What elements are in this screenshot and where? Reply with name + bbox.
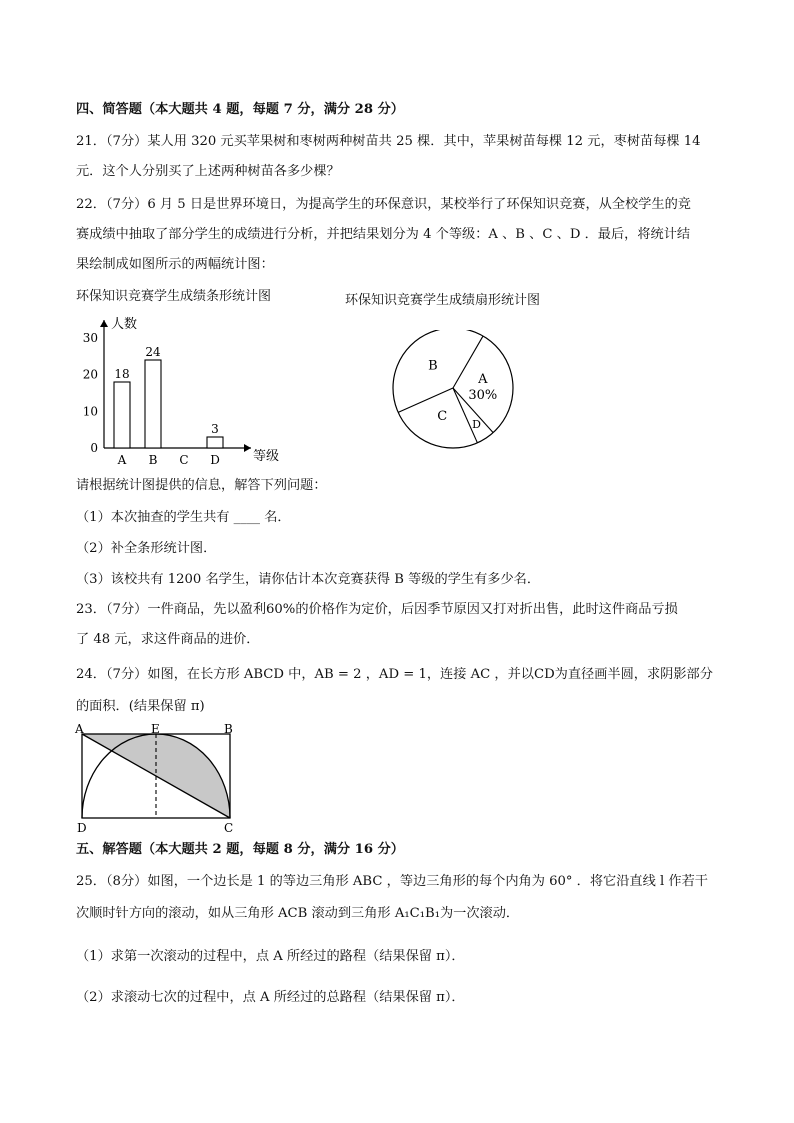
q25-sub-1: （1）求第一次滚动的过程中，点 A 所经过的路程（结果保留 π）． [76,949,465,964]
q25-sub-2: （2）求滚动七次的过程中，点 A 所经过的总路程（结果保留 π）． [76,990,465,1005]
q24-line-1: 24．（7分）如图，在长方形 ABCD 中，AB = 2 ，AD = 1，连接 AC ，并以CD为直径画半圆，求阴影部分 [76,667,713,682]
q22-sub-1: （1）本次抽查的学生共有 ____ 名． [76,510,291,525]
bar-chart [76,308,296,470]
q25-line-2: 次顺时针方向的滚动，如从三角形 ACB 滚动到三角形 A₁C₁B₁为一次滚动． [76,906,520,921]
q25-line-1: 25．（8分）如图，一个边长是 1 的等边三角形 ABC ，等边三角形的每个内角为 60° ．将它沿直线 l 作若干 [76,874,708,889]
q22-prompt: 请根据统计图提供的信息，解答下列问题： [76,478,327,493]
bar [114,382,130,448]
q22-sub-3: （3）该校共有 1200 名学生，请你估计本次竞赛获得 B 等级的学生有多少名． [76,572,541,587]
y-axis-label: 人数 [111,317,138,332]
section-4-heading: 四、简答题（本大题共 4 题，每题 7 分，满分 28 分） [76,102,404,117]
x-tick-label: D [210,453,220,467]
pie-slice-percent: 30% [468,387,498,403]
rectangle-semicircle-figure [72,724,242,836]
label-b: B [224,724,233,736]
bar [207,437,223,448]
section-5-heading: 五、解答题（本大题共 2 题，每题 8 分，满分 16 分） [76,842,404,857]
bar [145,360,161,448]
q22-line-2: 赛成绩中抽取了部分学生的成绩进行分析，并把结果划分为 4 个等级：A 、B 、C 、D ．最后，将统计结 [76,227,691,242]
pie-slice-label: A [478,371,488,387]
y-axis-arrow [100,320,108,327]
pie-slice-label: D [472,418,481,432]
pie-slice-label: B [428,358,438,374]
y-tick-label: 30 [82,331,98,345]
q23-line-1: 23．（7分）一件商品，先以盈利60%的价格作为定价，后因季节原因又打对折出售，此时这件商品亏损 [76,602,678,617]
pie-chart-title: 环保知识竞赛学生成绩扇形统计图 [345,293,541,308]
q21-line-2: 元．这个人分别买了上述两种树苗各多少棵？ [76,164,340,179]
q21-line-1: 21．（7分）某人用 320 元买苹果树和枣树两种树苗共 25 棵．其中，苹果树苗每棵 12 元，枣树苗每棵 14 [76,134,701,149]
q22-line-1: 22．（7分）6 月 5 日是世界环境日，为提高学生的环保意识，某校举行了环保知识竞赛，从全校学生的竞 [76,197,691,212]
x-tick-label: A [117,453,127,467]
q23-line-2: 了 48 元，求这件商品的进价． [76,632,260,647]
q22-line-3: 果绘制成如图所示的两幅统计图： [76,257,274,272]
q22-sub-2: （2）补全条形统计图． [76,541,217,556]
bar-value-label: 18 [114,367,130,381]
pie-chart [385,330,525,455]
bar-value-label: 3 [211,422,219,436]
q24-line-2: 的面积．(结果保留 π) [76,699,205,714]
pie-slice-label: C [437,409,448,425]
y-tick-label: 10 [82,404,98,419]
x-axis-arrow [244,444,251,452]
label-e: E [151,724,160,736]
x-axis-label: 等级 [253,449,280,464]
label-d: D [77,821,87,835]
label-a: A [75,724,84,736]
y-tick-label: 20 [82,367,98,382]
bar-chart-title: 环保知识竞赛学生成绩条形统计图 [76,289,272,304]
bar-value-label: 24 [145,345,161,359]
x-tick-label: C [179,453,189,467]
label-c: C [224,821,234,835]
x-tick-label: B [148,453,158,467]
y-tick-label: 0 [90,441,98,455]
